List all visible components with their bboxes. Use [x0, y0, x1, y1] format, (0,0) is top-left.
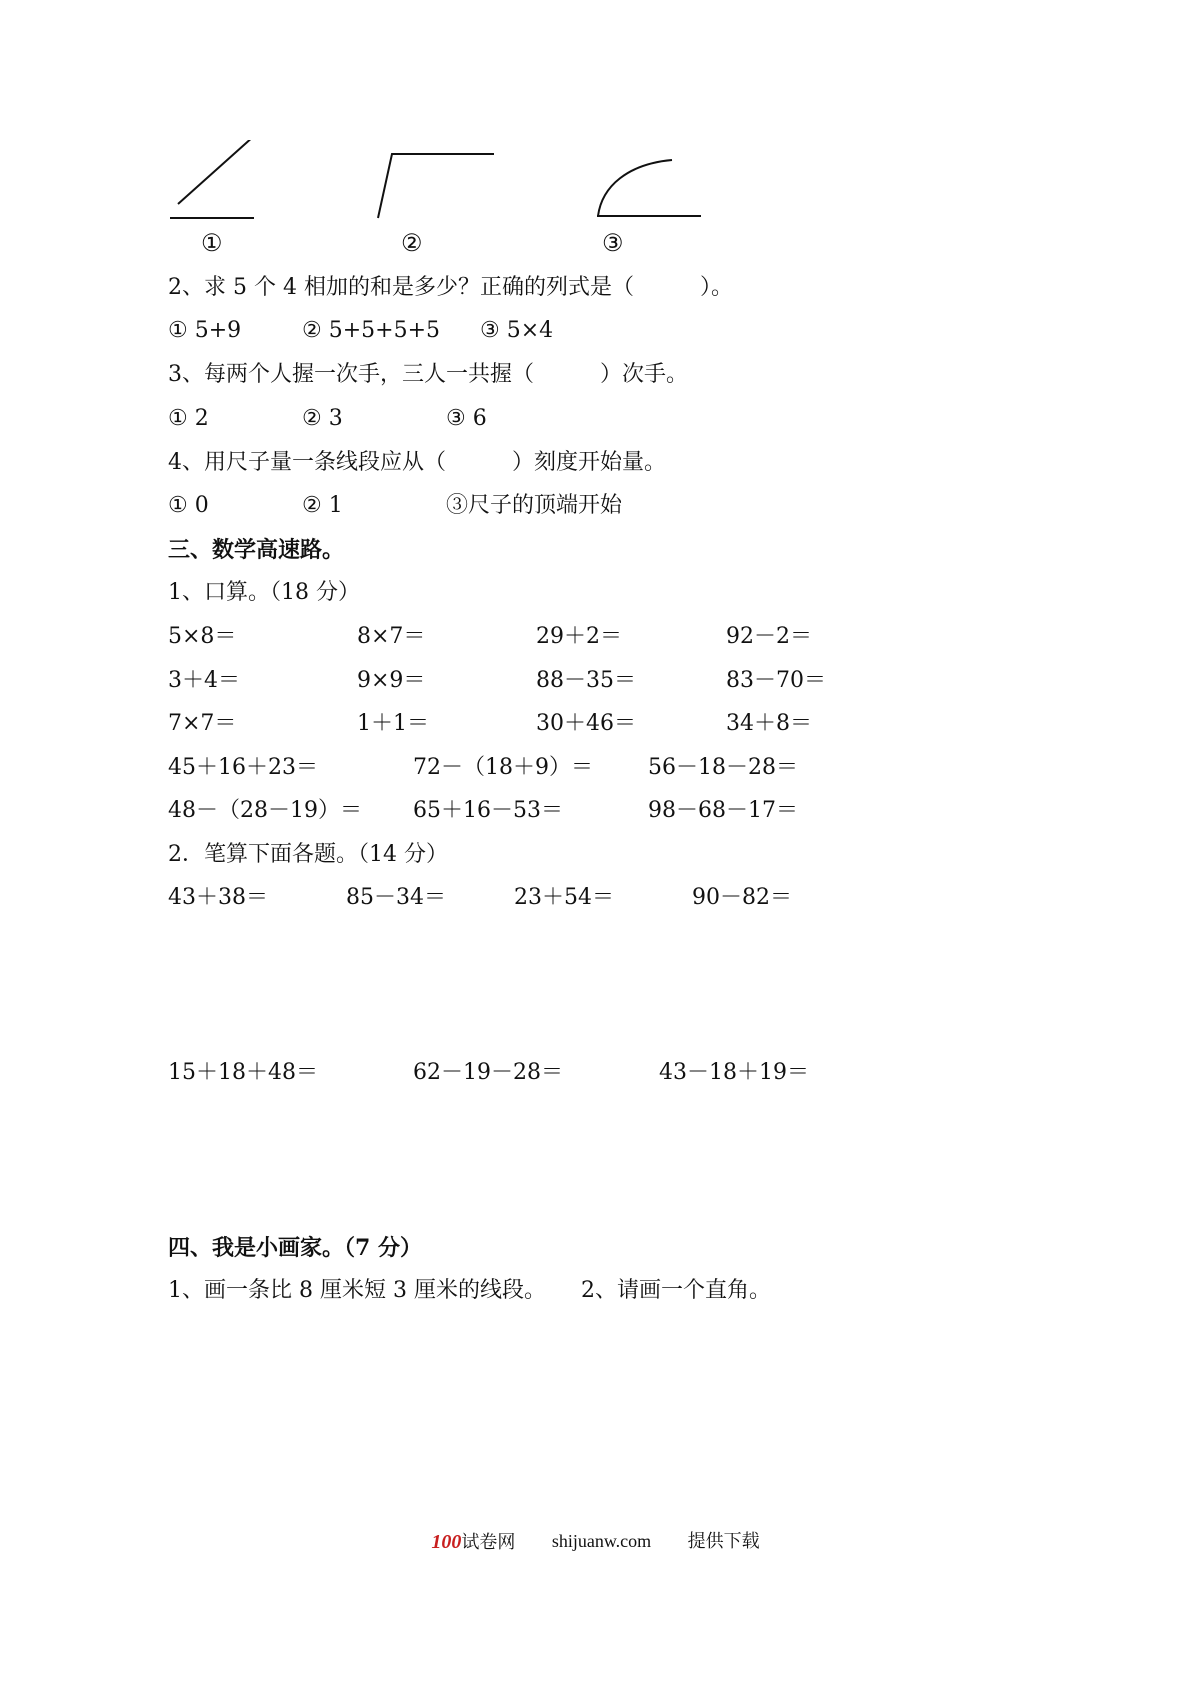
section-3-title: 三、数学高速路。 — [168, 537, 345, 563]
angle-figures — [170, 140, 730, 250]
written-item: 43－18＋19＝ — [659, 1060, 809, 1085]
written-item: 62－19－28＝ — [413, 1060, 563, 1085]
site-name: 试卷网 — [461, 1531, 516, 1552]
oral-item: 45＋16＋23＝ — [168, 755, 318, 780]
written-item: 23＋54＝ — [514, 885, 614, 910]
oral-item: 5×8＝ — [168, 624, 237, 649]
question-3: 3、每两个人握一次手，三人一共握（ ）次手。 — [168, 362, 688, 387]
oral-item: 92－2＝ — [726, 624, 812, 649]
logo-100-mark: 100 — [431, 1530, 462, 1553]
oral-item: 34＋8＝ — [726, 711, 812, 736]
written-item: 85－34＝ — [346, 885, 446, 910]
figure-label-3: ③ — [602, 229, 624, 257]
section-4-question-1: 1、画一条比 8 厘米短 3 厘米的线段。 — [168, 1278, 546, 1303]
q2-option-2: ② 5+5+5+5 — [302, 318, 441, 343]
oral-item: 98－68－17＝ — [648, 798, 798, 823]
q3-option-3: ③ 6 — [446, 406, 487, 431]
oral-calc-title: 1、口算。（18 分） — [168, 580, 360, 605]
site-url[interactable]: shijuanw.com — [551, 1530, 652, 1551]
footer-tagline: 提供下载 — [687, 1530, 760, 1551]
oral-item: 1＋1＝ — [357, 711, 429, 736]
figure-label-2: ② — [401, 229, 423, 257]
written-item: 43＋38＝ — [168, 885, 268, 910]
figure-3-curve — [597, 160, 701, 216]
oral-item: 8×7＝ — [357, 624, 426, 649]
q3-option-2: ② 3 — [302, 406, 343, 431]
oral-item: 30＋46＝ — [536, 711, 636, 736]
q3-option-1: ① 2 — [168, 406, 209, 431]
oral-item: 3＋4＝ — [168, 668, 240, 693]
figure-2-angle — [378, 154, 494, 218]
oral-item: 83－70＝ — [726, 668, 826, 693]
q4-option-2: ② 1 — [302, 493, 343, 518]
oral-item: 7×7＝ — [168, 711, 237, 736]
site-logo — [431, 1529, 515, 1553]
footer — [0, 1528, 1191, 1553]
oral-item: 65＋16－53＝ — [413, 798, 563, 823]
q4-option-1: ① 0 — [168, 493, 209, 518]
written-calc-title: 2．笔算下面各题。（14 分） — [168, 842, 448, 867]
figure-label-1: ① — [201, 229, 223, 257]
oral-item: 88－35＝ — [536, 668, 636, 693]
question-4: 4、用尺子量一条线段应从（ ）刻度开始量。 — [168, 450, 666, 475]
written-item: 90－82＝ — [692, 885, 792, 910]
section-4-title: 四、我是小画家。（7 分） — [168, 1235, 422, 1261]
oral-item: 48－（28－19）＝ — [168, 798, 362, 823]
q4-option-3: ③尺子的顶端开始 — [446, 493, 623, 518]
figure-1-angle — [170, 140, 254, 218]
q2-option-3: ③ 5×4 — [480, 318, 554, 343]
question-2: 2、求 5 个 4 相加的和是多少？正确的列式是（ ）。 — [168, 275, 733, 300]
oral-item: 29＋2＝ — [536, 624, 622, 649]
oral-item: 56－18－28＝ — [648, 755, 798, 780]
written-item: 15＋18＋48＝ — [168, 1060, 318, 1085]
q2-option-1: ① 5+9 — [168, 318, 242, 343]
section-4-question-2: 2、请画一个直角。 — [581, 1278, 771, 1303]
oral-item: 72－（18＋9）＝ — [413, 755, 593, 780]
oral-item: 9×9＝ — [357, 668, 426, 693]
